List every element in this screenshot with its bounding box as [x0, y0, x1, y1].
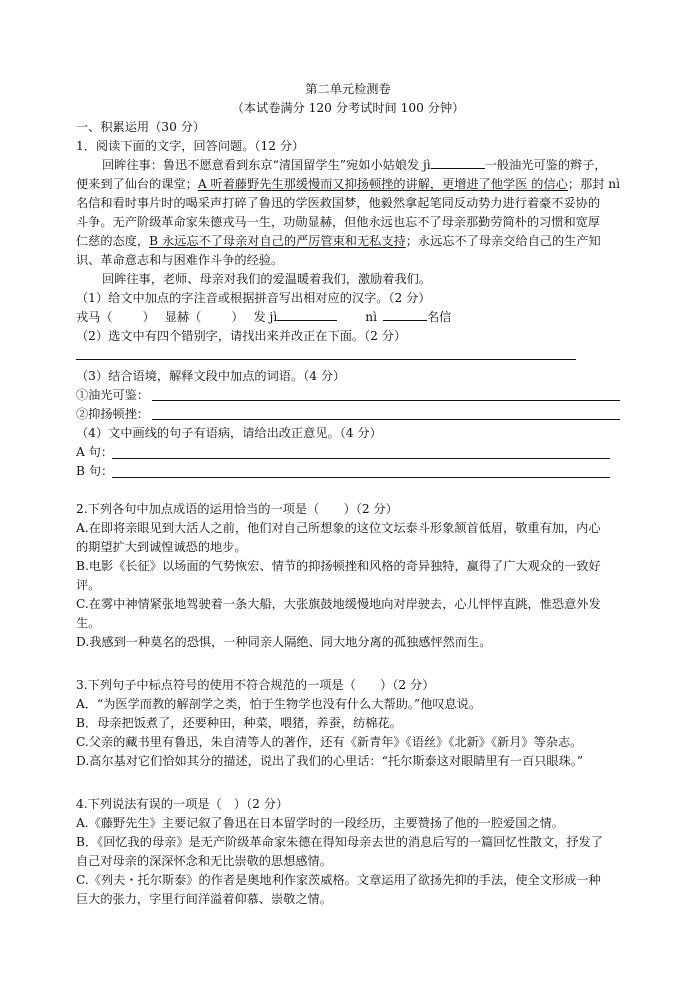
q1-text: ） [142, 310, 155, 324]
q1-sub4-a-label: A 句： [76, 445, 114, 459]
q1-sub3-a-label: ①油光可鉴： [76, 388, 150, 402]
q1-sub1-heading: （1）给文中加点的字注音或根据拼音写出相对应的汉字。（2 分） [76, 291, 431, 305]
q3-option-a: A．“为医学而教的解剖学之类，怕于生物学也没有什么大帮助。”他叹息说。 [76, 697, 482, 711]
q2-option-b-cont: 评。 [76, 578, 101, 592]
q2-option-c: C.在雾中神情紧张地驾驶着一条大船，大张旗鼓地缓慢地向对岸驶去，心儿怦怦直跳，惟恐意外发 [76, 597, 601, 611]
answer-blank[interactable] [277, 309, 337, 321]
q1-text: 一般油光可鉴的辫子， [484, 158, 607, 172]
q4-option-a: A.《藤野先生》主要记叙了鲁迅在日本留学时的一段经历，主要赞扬了他的一腔爱国之情。 [76, 816, 564, 830]
q1-passage-line [76, 157, 620, 174]
q4-option-c-cont: 巨大的张力，字里行间洋溢着仰慕、崇敬之情。 [76, 892, 332, 906]
q2-option-c-cont: 生。 [76, 616, 101, 630]
q1-text: 回眸往事：鲁迅不愿意看到东京“清国留学生”宛如小姑娘发 jì [102, 158, 431, 172]
q2-option-a-cont: 的期望扩大到诚惶诚恐的地步。 [76, 540, 247, 554]
q3-heading: 3.下列句子中标点符号的使用不符合规范的一项是（ ）（2 分） [76, 678, 435, 692]
q2-option-b: B.电影《长征》以场面的气势恢宏、情节的抑扬顿挫和风格的奇异独特，赢得了广大观众的一致好 [76, 559, 601, 573]
q2-option-a: A.在即将亲眼见到大活人之前，他们对自己所想象的这位文坛泰斗形象颔首低眉，敬重有加，内心 [76, 521, 601, 535]
q3-option-d: D.高尔基对它们恰如其分的描述，说出了我们的心里话：“托尔斯泰这对眼睛里有一百只眼珠。” [76, 754, 584, 768]
answer-line[interactable] [76, 359, 576, 360]
q3-option-b: B．母亲把饭煮了，还要种田，种菜，喂猪，养蚕，纺棉花。 [76, 716, 402, 730]
q1-sub1-fill [76, 309, 620, 326]
q1-passage-line: 识、革命意志和与困难作斗争的经验。 [76, 253, 284, 267]
q1-sub3-b-label: ②抑扬顿挫： [76, 407, 150, 421]
section-heading: 一、积累运用（30 分） [76, 120, 206, 134]
exam-title: 第二单元检测卷 [305, 82, 391, 96]
q1-text: 便来到了仙台的课堂； [76, 177, 198, 191]
q1-sub3-heading: （3）结合语境，解释文段中加点的词语。（4 分） [76, 369, 346, 383]
q1-text: 戎马（ [76, 310, 113, 324]
answer-line[interactable] [112, 458, 610, 459]
q2-heading: 2.下列各句中加点成语的运用恰当的一项是（ ）（2 分） [76, 502, 398, 516]
q1-text: ；永远忘不了母亲交给自己的生产知 [405, 234, 601, 248]
q4-heading: 4.下列说法有误的一项是（ ）（2 分） [76, 797, 289, 811]
q1-sub2-heading: （2）选文中有四个错别字，请找出来并改正在下面。（2 分） [76, 329, 407, 343]
underlined-sentence-a: A 听着藤野先生那缓慢而又抑扬顿挫的讲解，更增进了他学医 的信心 [197, 177, 568, 191]
q1-passage-line [76, 233, 620, 250]
q1-text: nì [365, 310, 377, 324]
q4-option-c: C.《列夫・托尔斯泰》的作者是奥地利作家茨威格。文章运用了欲扬先抑的手法，使全文形成一种 [76, 873, 601, 887]
q1-passage-line [76, 176, 620, 193]
q2-option-d: D.我感到一种莫名的恐惧，一种同亲人隔绝、同大地分离的孤独感怦然而生。 [76, 635, 492, 649]
q1-heading: 1．阅读下面的文字，回答问题。（12 分） [76, 139, 305, 153]
q1-passage-line: 名信和看时事片时的喝采声打碎了鲁迅的学医救国梦，他毅然拿起笔同反动势力进行着豪不妥协的 [76, 196, 601, 210]
answer-line[interactable] [152, 419, 620, 420]
q1-text: ） [231, 310, 244, 324]
q1-passage-line: 斗争。无产阶级革命家朱德戎马一生，功勋显赫，但他永远也忘不了母亲那勤劳简朴的习惯和宽厚 [76, 215, 601, 229]
q1-text: ；那封 nì [567, 177, 620, 191]
q4-option-b: B．《回忆我的母亲》是无产阶级革命家朱德在得知母亲去世的消息后写的一篇回忆性散文，抒发了 [76, 835, 603, 849]
underlined-sentence-b: B 永远忘不了母亲对自己的严厉管束和无私支持 [149, 234, 406, 248]
answer-line[interactable] [112, 477, 610, 478]
q1-text: 显赫（ [164, 310, 202, 324]
q1-text: 名信 [427, 310, 452, 324]
q4-option-b-cont: 自己对母亲的深深怀念和无比崇敬的思想感情。 [76, 854, 332, 868]
q3-option-c: C.父亲的藏书里有鲁迅，朱自清等人的著作，还有《新青年》《语丝》《北新》《新月》等杂志。 [76, 735, 583, 749]
exam-subtitle: （本试卷满分 120 分考试时间 100 分钟） [231, 101, 465, 115]
answer-line[interactable] [152, 400, 620, 401]
q1-passage-line: 回眸往事，老师、母亲对我们的爱温暖着我们，激励着我们。 [102, 272, 432, 286]
q1-sub4-b-label: B 句： [76, 464, 114, 478]
answer-blank[interactable] [431, 157, 485, 169]
answer-blank[interactable] [383, 309, 427, 321]
q1-text: 仁慈的态度， [76, 234, 150, 248]
q1-text: 发 jì [253, 310, 278, 324]
q1-sub4-heading: （4）文中画线的句子有语病，请给出改正意见。（4 分） [76, 426, 382, 440]
